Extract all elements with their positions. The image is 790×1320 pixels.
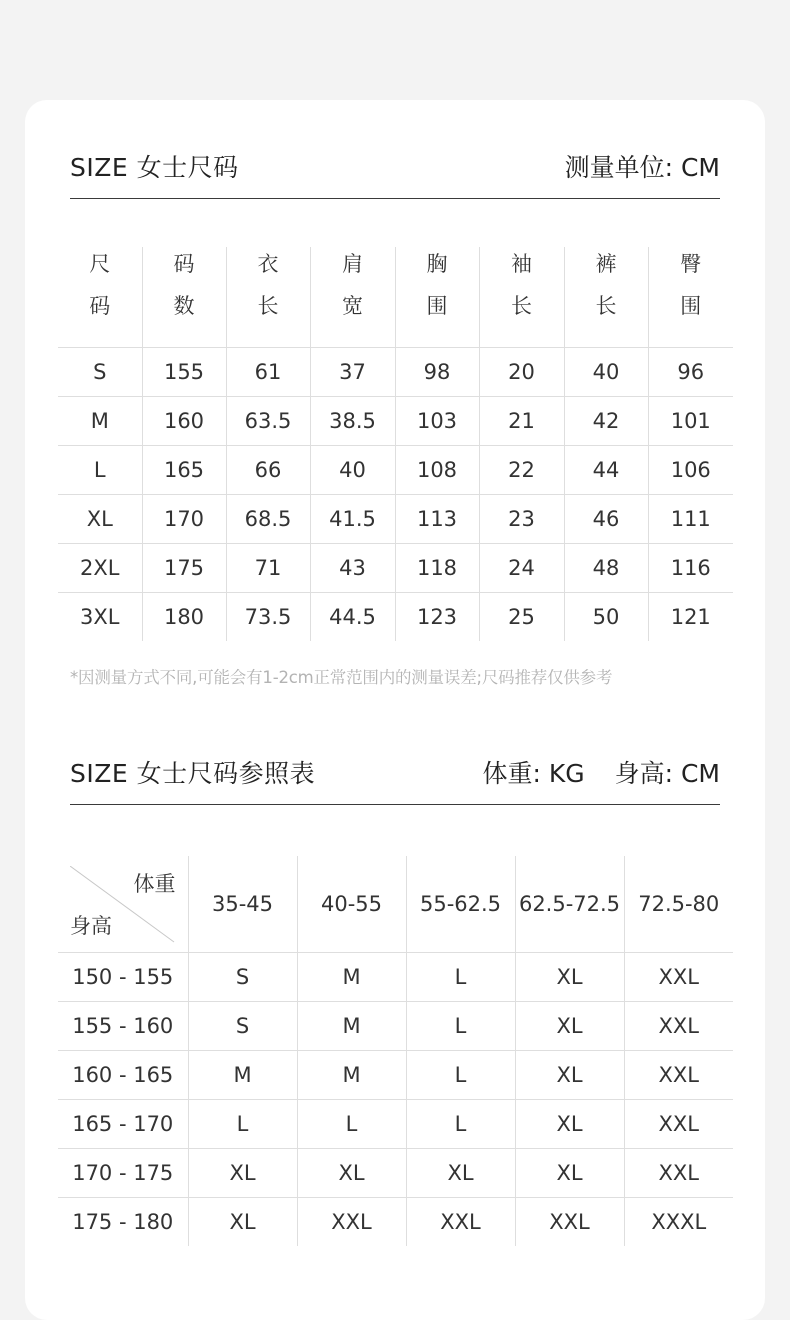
recommended-size-cell: XXL	[515, 1198, 624, 1247]
recommended-size-cell: XL	[515, 1100, 624, 1149]
size-table-header-cell	[142, 247, 226, 348]
measurement-cell: 118	[395, 544, 479, 593]
recommended-size-cell: XXXL	[624, 1198, 733, 1247]
size-table-header-cell	[479, 247, 564, 348]
recommended-size-cell: M	[297, 1051, 406, 1100]
recommended-size-cell: XL	[188, 1198, 297, 1247]
size-table-header-cell	[564, 247, 648, 348]
height-range-cell: 160 - 165	[58, 1051, 188, 1100]
reference-section-header	[70, 759, 720, 805]
measurement-cell: 43	[310, 544, 395, 593]
recommended-size-cell: XL	[515, 953, 624, 1002]
height-range-cell: 175 - 180	[72, 1210, 174, 1234]
size-table-header-cell	[226, 247, 310, 348]
recommended-size-cell: XXL	[406, 1198, 515, 1247]
reference-row	[58, 1149, 733, 1198]
recommended-size-cell: L	[406, 1051, 515, 1100]
header-label	[89, 243, 110, 327]
reference-row	[58, 1051, 733, 1100]
header-char: 尺	[89, 252, 111, 276]
measurement-cell: 46	[564, 495, 648, 544]
measurement-cell: 121	[648, 593, 733, 642]
header-label	[680, 243, 701, 327]
header-label	[511, 243, 532, 327]
size-table-header-row	[58, 247, 733, 348]
size-measurement-table	[58, 247, 733, 641]
recommended-size-cell: L	[188, 1100, 297, 1149]
header-char: 臀	[680, 252, 702, 276]
header-char: 数	[173, 294, 195, 318]
header-char: 码	[173, 252, 195, 276]
header-char: 围	[680, 294, 702, 318]
header-char: 长	[257, 294, 279, 318]
corner-height-label: 身高	[70, 914, 112, 938]
recommended-size-cell: XXL	[624, 1051, 733, 1100]
weight-range-header: 35-45	[188, 856, 297, 953]
measurement-cell: 40	[564, 348, 648, 397]
measurement-cell: 68.5	[226, 495, 310, 544]
height-range-cell: 155 - 160	[58, 1002, 188, 1051]
header-label	[174, 243, 195, 327]
measurement-cell: 106	[648, 446, 733, 495]
size-label-cell: 3XL	[80, 605, 120, 629]
header-char: 袖	[511, 252, 532, 276]
measurement-cell: 24	[479, 544, 564, 593]
size-table-row	[58, 446, 733, 495]
measurement-cell: 108	[395, 446, 479, 495]
measurement-cell: 41.5	[310, 495, 395, 544]
size-table-header-cell	[395, 247, 479, 348]
measurement-cell: 63.5	[226, 397, 310, 446]
recommended-size-cell: XXL	[624, 1002, 733, 1051]
size-table-row	[58, 397, 733, 446]
header-char: 长	[595, 294, 617, 318]
measurement-cell: 44.5	[310, 593, 395, 642]
header-char: 长	[511, 294, 532, 318]
size-section-header	[70, 153, 720, 199]
measurement-cell: 42	[564, 397, 648, 446]
reference-row	[58, 1100, 733, 1149]
size-label-cell: S	[58, 348, 142, 397]
size-table-header-cell	[648, 247, 733, 348]
recommended-size-cell: M	[188, 1051, 297, 1100]
measurement-cell: 38.5	[310, 397, 395, 446]
measurement-cell: 71	[226, 544, 310, 593]
measurement-cell: 50	[564, 593, 648, 642]
measurement-note: *因测量方式不同,可能会有1-2cm正常范围内的测量误差;尺码推荐仅供参考	[70, 668, 613, 687]
header-char: 衣	[257, 252, 279, 276]
header-char: 围	[426, 294, 448, 318]
recommended-size-cell: L	[297, 1100, 406, 1149]
size-label-cell: L	[58, 446, 142, 495]
measurement-cell: 23	[479, 495, 564, 544]
header-label	[258, 243, 279, 327]
measurement-cell: 22	[479, 446, 564, 495]
measurement-cell: 111	[648, 495, 733, 544]
height-range-cell: 165 - 170	[58, 1100, 188, 1149]
measurement-cell: 116	[648, 544, 733, 593]
size-label-cell: M	[58, 397, 142, 446]
measurement-cell: 103	[395, 397, 479, 446]
reference-row	[58, 1002, 733, 1051]
header-label	[342, 243, 363, 327]
measurement-cell: 40	[310, 446, 395, 495]
measure-unit-label: 测量单位: CM	[564, 153, 720, 182]
recommended-size-cell: XXL	[624, 1149, 733, 1198]
size-section-title: SIZE 女士尺码	[70, 153, 239, 182]
weight-unit-label: 体重: KG	[482, 759, 585, 788]
height-range-cell: 150 - 155	[58, 953, 188, 1002]
weight-range-header: 40-55	[297, 856, 406, 953]
measurement-cell: 96	[648, 348, 733, 397]
measurement-cell: 175	[142, 544, 226, 593]
recommended-size-cell: L	[406, 1002, 515, 1051]
measurement-cell: 20	[479, 348, 564, 397]
recommended-size-cell: M	[297, 953, 406, 1002]
recommended-size-cell: L	[406, 953, 515, 1002]
recommended-size-cell: XL	[188, 1149, 297, 1198]
measurement-cell: 165	[142, 446, 226, 495]
reference-section-title: SIZE 女士尺码参照表	[70, 759, 316, 788]
size-table-row	[58, 495, 733, 544]
size-table-header-cell	[310, 247, 395, 348]
recommended-size-cell: M	[297, 1002, 406, 1051]
recommended-size-cell: XL	[297, 1149, 406, 1198]
reference-units	[482, 754, 720, 790]
measurement-cell: 61	[226, 348, 310, 397]
header-label	[596, 243, 617, 327]
size-table-row	[58, 348, 733, 397]
reference-header-row	[58, 856, 733, 953]
recommended-size-cell: S	[188, 953, 297, 1002]
recommended-size-cell: L	[406, 1100, 515, 1149]
header-label	[427, 243, 448, 327]
size-label-cell: 2XL	[58, 544, 142, 593]
header-char: 裤	[595, 252, 617, 276]
measurement-cell: 73.5	[226, 593, 310, 642]
recommended-size-cell: XL	[515, 1149, 624, 1198]
measurement-cell: 101	[648, 397, 733, 446]
size-label-cell: XL	[58, 495, 142, 544]
measurement-cell: 66	[226, 446, 310, 495]
measurement-cell: 113	[395, 495, 479, 544]
measurement-cell: 44	[564, 446, 648, 495]
weight-range-header: 62.5-72.5	[515, 856, 624, 953]
size-table-row	[58, 544, 733, 593]
size-table-row	[58, 593, 733, 642]
height-unit-label: 身高: CM	[614, 759, 720, 788]
measurement-cell: 25	[479, 593, 564, 642]
measurement-cell: 180	[142, 593, 226, 642]
measurement-cell: 170	[142, 495, 226, 544]
header-char: 码	[89, 294, 111, 318]
recommended-size-cell: XXL	[624, 1100, 733, 1149]
corner-weight-label: 体重	[133, 872, 176, 896]
measurement-cell: 98	[395, 348, 479, 397]
weight-range-header: 72.5-80	[624, 856, 733, 953]
recommended-size-cell: XL	[406, 1149, 515, 1198]
reference-row	[58, 953, 733, 1002]
measurement-cell: 48	[564, 544, 648, 593]
measurement-cell: 155	[142, 348, 226, 397]
measurement-cell: 123	[395, 593, 479, 642]
recommended-size-cell: XXL	[297, 1198, 406, 1247]
height-range-cell: 170 - 175	[58, 1149, 188, 1198]
reference-row	[58, 1198, 733, 1247]
measurement-cell: 37	[310, 348, 395, 397]
size-reference-table	[58, 856, 733, 1246]
header-char: 宽	[342, 294, 363, 318]
weight-range-header: 55-62.5	[406, 856, 515, 953]
header-char: 胸	[426, 252, 448, 276]
measurement-cell: 21	[479, 397, 564, 446]
recommended-size-cell: XL	[515, 1002, 624, 1051]
measurement-cell: 160	[142, 397, 226, 446]
recommended-size-cell: XXL	[624, 953, 733, 1002]
recommended-size-cell: S	[188, 1002, 297, 1051]
corner-cell	[58, 856, 188, 953]
size-table-header-cell	[58, 247, 142, 348]
header-char: 肩	[342, 252, 363, 276]
recommended-size-cell: XL	[515, 1051, 624, 1100]
